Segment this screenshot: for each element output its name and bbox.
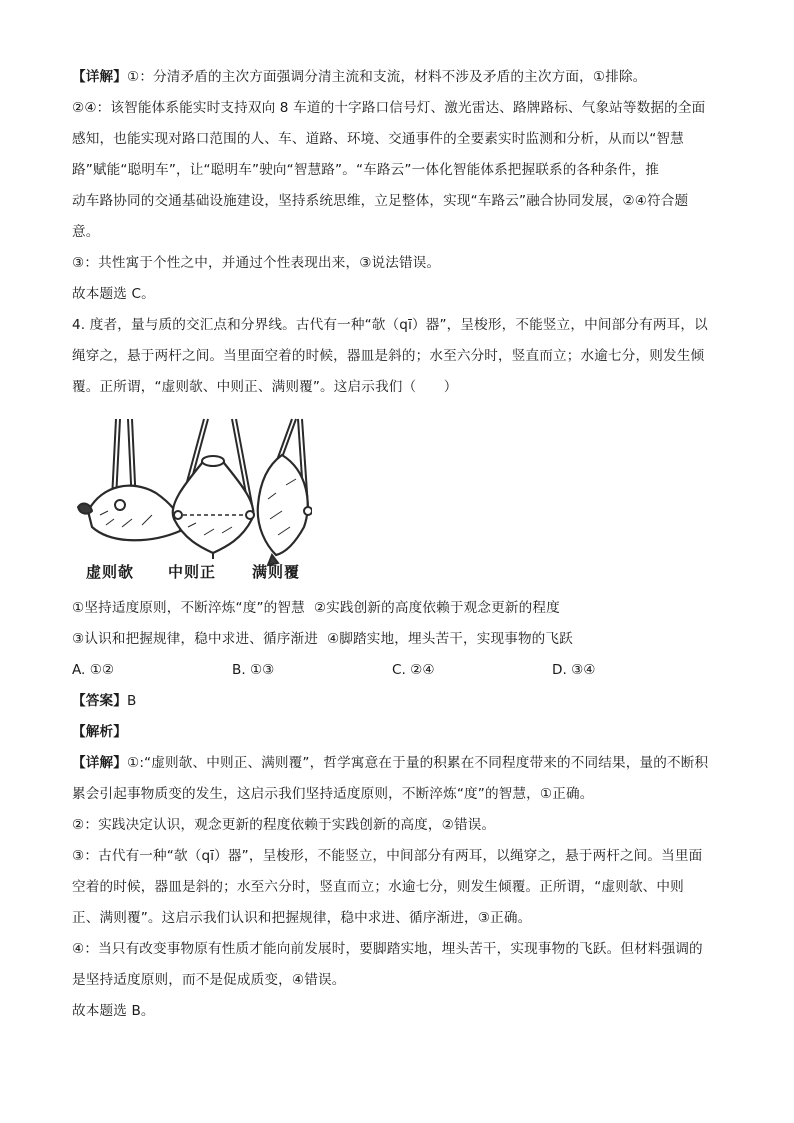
vessel-ear	[174, 511, 182, 519]
document-body	[72, 62, 732, 1027]
conclusion: 故本题选 B。	[72, 1003, 155, 1019]
detail-line: 动车路协同的交通基础设施建设，坚持系统思维，立足整体，实现“车路云”融合协同发展，②④符合题	[72, 193, 689, 209]
vessel-mouth	[78, 504, 92, 514]
statement-4: ④脚踏实地，埋头苦干，实现事物的飞跃	[326, 631, 573, 647]
detail-paragraph-1	[72, 62, 732, 93]
answer-tag: 【答案】	[72, 693, 127, 709]
caption-half: 中则正	[168, 563, 217, 581]
detail-paragraph-2	[72, 748, 732, 779]
detail-line: ②④：该智能体系能实时支持双向 8 车道的十字路口信号灯、激光雷达、路牌路标、气象站等数据的全面	[72, 100, 706, 116]
detail-line: 感知，也能实现对路口范围的人、车、道路、环境、交通事件的全要素实时监测和分析，从而以“智慧	[72, 131, 684, 147]
detail-tag: 【详解】	[72, 69, 127, 85]
analysis-tag: 【解析】	[72, 724, 127, 740]
detail-line: 路”赋能“聪明车”，让“聪明车”驶向“智慧路”。“车路云”一体化智能体系把握联系的各种条件，推	[72, 162, 659, 178]
qi-vessel-figure	[72, 415, 312, 593]
caption-full: 满则覆	[252, 563, 301, 581]
caption-empty: 虚则欹	[86, 563, 135, 581]
detail-line: 是坚持适度原则，而不是促成质变，④错误。	[72, 972, 346, 988]
question-stem: 4. 度者，量与质的交汇点和分界线。古代有一种“欹（qī）器”，呈梭形，不能竖立，中间部分有两耳，以	[72, 317, 708, 333]
answer-options	[72, 655, 732, 686]
vessel-mouth	[202, 456, 224, 466]
vessel-ear	[246, 511, 254, 519]
conclusion: 故本题选 C。	[72, 286, 155, 302]
option-b: B. ①③	[232, 662, 275, 678]
detail-line: 空着的时候，器皿是斜的；水至六分时，竖直而立；水逾七分，则发生倾覆。正所谓，“虚则欹、中则	[72, 879, 684, 895]
option-a: A. ①②	[72, 662, 115, 678]
statement-3: ③认识和把握规律，稳中求进、循序渐进	[72, 631, 318, 647]
option-d: D. ③④	[552, 662, 596, 678]
analysis-line	[72, 717, 732, 748]
statement-1: ①坚持适度原则，不断淬炼“度”的智慧	[72, 600, 305, 616]
vessel-ear	[304, 507, 312, 515]
answer-value: B	[126, 693, 137, 709]
statement-2: ②实践创新的高度依赖于观念更新的程度	[313, 600, 560, 616]
question-stem: 覆。正所谓，“虚则欹、中则正、满则覆”。这启示我们（ ）	[72, 379, 458, 395]
detail-line: ②：实践决定认识，观念更新的程度依赖于实践创新的高度，②错误。	[72, 817, 496, 833]
statement-row	[72, 593, 732, 624]
vessel-full-overturned	[258, 455, 308, 555]
detail-line: ④：当只有改变事物原有性质才能向前发展时，要脚踏实地，埋头苦干，实现事物的飞跃。但材料强调的	[72, 941, 703, 957]
option-c: C. ②④	[392, 662, 435, 678]
detail-line: ③：共性寓于个性之中，并通过个性表现出来，③说法错误。	[72, 255, 441, 271]
vessel-ear	[115, 500, 125, 510]
vessel-empty-tilted	[88, 486, 180, 541]
detail-line: 正、满则覆”。这启示我们认识和把握规律，稳中求进、循序渐进，③正确。	[72, 910, 532, 926]
detail-line: 意。	[72, 224, 100, 240]
answer-line	[72, 686, 732, 717]
detail-line: 累会引起事物质变的发生，这启示我们坚持适度原则，不断淬炼“度”的智慧，①正确。	[72, 786, 594, 802]
question-stem: 绳穿之，悬于两杆之间。当里面空着的时候，器皿是斜的；水至六分时，竖直而立；水逾七分，则发生倾	[72, 348, 705, 364]
detail-text: ①:“虚则欹、中则正、满则覆”，哲学寓意在于量的积累在不同程度带来的不同结果，量的不断积	[126, 755, 709, 771]
detail-tag: 【详解】	[72, 755, 127, 771]
detail-text: ①：分清矛盾的主次方面强调分清主流和支流，材料不涉及矛盾的主次方面，①排除。	[126, 69, 647, 85]
detail-line: ③：古代有一种“欹（qī）器”，呈梭形，不能竖立，中间部分有两耳，以绳穿之，悬于两杆之间。当里面	[72, 848, 703, 864]
statement-row	[72, 624, 732, 655]
